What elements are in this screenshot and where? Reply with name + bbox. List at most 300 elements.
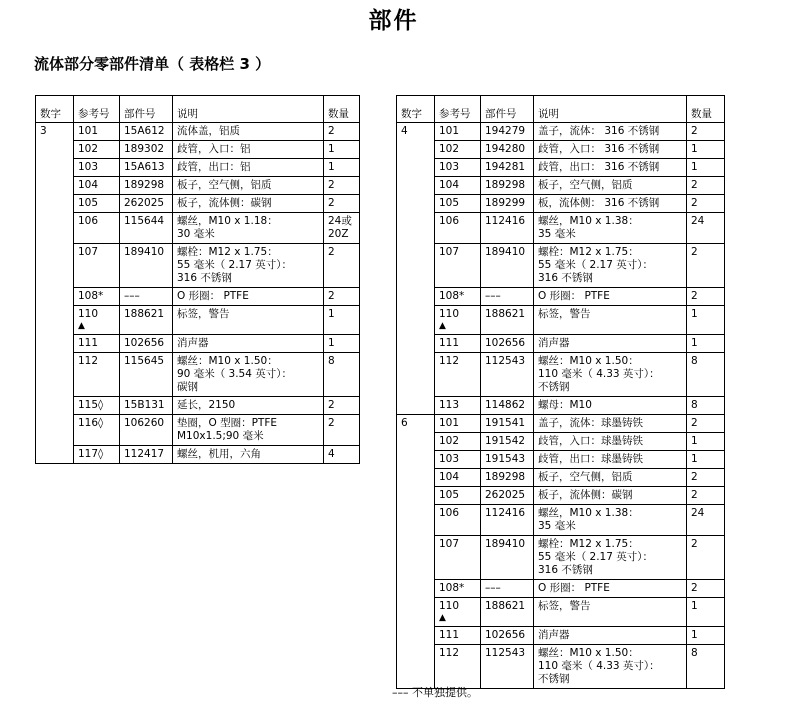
group-number-cell <box>36 335 74 353</box>
description-line: 110 毫米（ 4.33 英寸）： <box>538 660 660 672</box>
table-row <box>397 469 725 487</box>
description-line: 30 毫米 <box>177 228 215 240</box>
description-line: 碳钢 <box>177 381 198 393</box>
ref-number-cell <box>74 415 120 446</box>
part-number-cell: 189298 <box>120 177 173 195</box>
part-number-cell: 15A613 <box>120 159 173 177</box>
description-cell <box>534 451 687 469</box>
ref-number: 112 <box>439 355 460 367</box>
quantity-line: 8 <box>691 355 698 367</box>
ref-number: 107 <box>439 246 460 258</box>
description-line: 螺丝，M10 x 1.38： <box>538 215 639 227</box>
table-row <box>36 123 360 141</box>
description-line: 316 不锈钢 <box>538 564 593 576</box>
ref-number: 103 <box>439 453 460 465</box>
header-part: 部件号 <box>120 96 173 123</box>
description-line: 标签，警告 <box>538 600 591 612</box>
quantity-cell <box>687 177 725 195</box>
group-number-cell <box>36 141 74 159</box>
description-line: 延长，2150 <box>177 399 236 411</box>
group-number-cell <box>36 213 74 244</box>
ref-number: 102 <box>439 435 460 447</box>
description-line: 35 毫米 <box>538 520 576 532</box>
description-line: O 形圈： PTFE <box>538 582 610 594</box>
quantity-line: 1 <box>691 453 698 465</box>
ref-number-cell <box>435 123 481 141</box>
ref-number: 103 <box>78 161 99 173</box>
table-row <box>397 487 725 505</box>
description-line: 板子，流体侧：碳钢 <box>538 489 633 501</box>
description-line: 不锈钢 <box>538 381 570 393</box>
quantity-cell <box>687 123 725 141</box>
table-row <box>397 288 725 306</box>
quantity-cell <box>324 415 360 446</box>
quantity-cell <box>687 505 725 536</box>
table-row <box>36 244 360 288</box>
part-number-cell: 194279 <box>481 123 534 141</box>
description-cell <box>173 141 324 159</box>
group-number-cell <box>397 213 435 244</box>
table-row <box>397 645 725 689</box>
description-cell <box>534 580 687 598</box>
description-cell <box>534 487 687 505</box>
quantity-line: 2 <box>328 179 335 191</box>
table-row <box>397 244 725 288</box>
table-row <box>36 446 360 464</box>
parts-table-left <box>35 95 360 464</box>
description-line: 标签，警告 <box>177 308 230 320</box>
table-header-row <box>36 96 360 123</box>
ref-number-cell <box>74 335 120 353</box>
group-number-cell <box>36 195 74 213</box>
group-number-cell: 6 <box>397 415 435 433</box>
ref-number: 104 <box>439 471 460 483</box>
group-number-cell <box>36 159 74 177</box>
part-number-cell: 112543 <box>481 353 534 397</box>
group-number-cell <box>36 397 74 415</box>
ref-number: 108* <box>439 582 465 594</box>
description-cell <box>534 469 687 487</box>
header-part: 部件号 <box>481 96 534 123</box>
ref-number-cell <box>435 487 481 505</box>
table-row <box>36 288 360 306</box>
warning-triangle-icon: ▲ <box>439 321 446 331</box>
group-number-cell: 4 <box>397 123 435 141</box>
ref-number-cell <box>435 415 481 433</box>
part-number-cell: 194280 <box>481 141 534 159</box>
table-row <box>36 353 360 397</box>
group-number-cell <box>397 397 435 415</box>
ref-number: 111 <box>78 337 99 349</box>
description-cell <box>534 123 687 141</box>
ref-number: 117◊ <box>78 448 104 460</box>
quantity-cell <box>324 397 360 415</box>
part-number-cell: 188621 <box>481 306 534 335</box>
description-line: 消声器 <box>177 337 209 349</box>
description-cell <box>534 159 687 177</box>
quantity-line: 24 <box>691 507 705 519</box>
quantity-line: 2 <box>691 125 698 137</box>
quantity-cell <box>687 451 725 469</box>
description-line: 标签，警告 <box>538 308 591 320</box>
quantity-line: 1 <box>691 435 698 447</box>
table-row <box>397 159 725 177</box>
description-line: 螺栓：M12 x 1.75： <box>177 246 278 258</box>
part-number-cell: 189302 <box>120 141 173 159</box>
description-line: O 形圈： PTFE <box>177 290 249 302</box>
ref-number: 111 <box>439 629 460 641</box>
ref-number-cell <box>74 141 120 159</box>
ref-number-cell <box>74 159 120 177</box>
quantity-line: 24或 <box>328 215 352 227</box>
description-line: 90 毫米（ 3.54 英寸）： <box>177 368 293 380</box>
description-line: 垫圈，O 型圈：PTFE <box>177 417 278 429</box>
ref-number-cell <box>435 159 481 177</box>
part-number-cell: 112416 <box>481 213 534 244</box>
ref-number: 108* <box>78 290 104 302</box>
table-row <box>397 141 725 159</box>
quantity-cell <box>324 195 360 213</box>
ref-number-cell <box>74 353 120 397</box>
part-number-cell: 114862 <box>481 397 534 415</box>
description-cell <box>534 598 687 627</box>
ref-number: 101 <box>78 125 99 137</box>
description-line: 螺丝，机用，六角 <box>177 448 261 460</box>
ref-number: 101 <box>439 417 460 429</box>
part-number-cell: 189410 <box>481 244 534 288</box>
quantity-cell <box>687 213 725 244</box>
group-number-cell <box>397 306 435 335</box>
description-cell <box>173 335 324 353</box>
quantity-line: 1 <box>691 600 698 612</box>
table-row <box>397 505 725 536</box>
quantity-line: 2 <box>691 179 698 191</box>
group-number-cell <box>397 433 435 451</box>
table-row <box>397 335 725 353</box>
ref-number: 108* <box>439 290 465 302</box>
ref-number-cell <box>74 195 120 213</box>
description-cell <box>173 288 324 306</box>
description-line: 板子，空气侧，铝质 <box>538 471 633 483</box>
quantity-line: 2 <box>691 538 698 550</box>
part-number-cell: 194281 <box>481 159 534 177</box>
description-line: 螺丝：M10 x 1.50： <box>538 647 639 659</box>
description-line: M10x1.5;90 毫米 <box>177 430 264 442</box>
part-number-cell: 189410 <box>481 536 534 580</box>
part-number-cell: 102656 <box>481 335 534 353</box>
ref-number-cell <box>74 397 120 415</box>
group-number-cell <box>36 306 74 335</box>
ref-number: 101 <box>439 125 460 137</box>
ref-number: 110 <box>439 600 460 612</box>
header-qty: 数量 <box>324 96 360 123</box>
header-desc: 说明 <box>534 96 687 123</box>
quantity-line: 4 <box>328 448 335 460</box>
description-line: 不锈钢 <box>538 673 570 685</box>
group-number-cell <box>36 288 74 306</box>
description-cell <box>173 159 324 177</box>
table-row <box>397 123 725 141</box>
ref-number-cell <box>435 335 481 353</box>
part-number-cell: 112417 <box>120 446 173 464</box>
ref-number: 103 <box>439 161 460 173</box>
table-row <box>36 141 360 159</box>
group-number-cell <box>397 580 435 598</box>
ref-number-cell <box>435 505 481 536</box>
ref-number-cell <box>435 288 481 306</box>
quantity-cell <box>687 141 725 159</box>
ref-number: 115◊ <box>78 399 104 411</box>
table-row <box>36 397 360 415</box>
part-number-cell: 102656 <box>120 335 173 353</box>
quantity-line: 2 <box>691 417 698 429</box>
group-number-cell <box>397 159 435 177</box>
table-row <box>36 306 360 335</box>
group-number-cell <box>36 446 74 464</box>
part-number-cell: 189298 <box>481 177 534 195</box>
quantity-line: 1 <box>328 143 335 155</box>
ref-number-cell <box>435 397 481 415</box>
description-line: 板子，空气侧，铝质 <box>177 179 272 191</box>
quantity-cell <box>687 195 725 213</box>
description-line: 55 毫米（ 2.17 英寸）： <box>538 259 654 271</box>
description-cell <box>173 306 324 335</box>
ref-number: 106 <box>439 215 460 227</box>
quantity-line: 2 <box>691 197 698 209</box>
quantity-line: 2 <box>691 471 698 483</box>
quantity-line: 1 <box>691 161 698 173</box>
description-line: 盖子，流体： 316 不锈钢 <box>538 125 660 137</box>
table-row <box>397 397 725 415</box>
ref-number: 104 <box>439 179 460 191</box>
quantity-cell <box>687 536 725 580</box>
group-number-cell <box>36 353 74 397</box>
part-number-cell: 15B131 <box>120 397 173 415</box>
quantity-cell <box>324 213 360 244</box>
part-number-cell: ––– <box>120 288 173 306</box>
table-row <box>36 415 360 446</box>
ref-number: 110 <box>78 308 99 320</box>
ref-number-cell <box>74 123 120 141</box>
description-line: 35 毫米 <box>538 228 576 240</box>
quantity-cell <box>324 141 360 159</box>
header-desc: 说明 <box>173 96 324 123</box>
description-cell <box>534 195 687 213</box>
quantity-cell <box>687 353 725 397</box>
table-row <box>36 177 360 195</box>
quantity-line: 2 <box>328 246 335 258</box>
ref-number-cell <box>435 627 481 645</box>
quantity-line: 1 <box>691 143 698 155</box>
description-cell <box>173 244 324 288</box>
quantity-line: 8 <box>328 355 335 367</box>
description-cell <box>534 415 687 433</box>
ref-number: 102 <box>439 143 460 155</box>
description-line: 螺丝，M10 x 1.38： <box>538 507 639 519</box>
ref-number: 112 <box>78 355 99 367</box>
group-number-cell <box>397 536 435 580</box>
table-row <box>397 451 725 469</box>
ref-number-cell <box>74 244 120 288</box>
description-line: 板，流体侧： 316 不锈钢 <box>538 197 660 209</box>
group-number-cell <box>397 627 435 645</box>
description-cell <box>534 306 687 335</box>
table-row <box>397 306 725 335</box>
ref-number-cell <box>435 469 481 487</box>
ref-number: 106 <box>439 507 460 519</box>
table-row <box>36 213 360 244</box>
ref-number: 104 <box>78 179 99 191</box>
ref-number: 107 <box>78 246 99 258</box>
ref-number: 112 <box>439 647 460 659</box>
group-number-cell <box>397 645 435 689</box>
description-line: 55 毫米（ 2.17 英寸）： <box>538 551 654 563</box>
table-row <box>36 335 360 353</box>
part-number-cell: 189410 <box>120 244 173 288</box>
table-row <box>36 195 360 213</box>
description-line: 流体盖，铝质 <box>177 125 240 137</box>
table-row <box>397 353 725 397</box>
part-number-cell: 191543 <box>481 451 534 469</box>
quantity-cell <box>687 487 725 505</box>
ref-number-cell <box>435 451 481 469</box>
description-cell <box>534 213 687 244</box>
ref-number: 113 <box>439 399 460 411</box>
ref-number: 110 <box>439 308 460 320</box>
ref-number-cell <box>435 213 481 244</box>
ref-number-cell <box>74 213 120 244</box>
warning-triangle-icon: ▲ <box>78 321 85 331</box>
quantity-line: 1 <box>328 308 335 320</box>
ref-number-cell <box>435 536 481 580</box>
quantity-line: 2 <box>328 290 335 302</box>
description-line: 110 毫米（ 4.33 英寸）： <box>538 368 660 380</box>
quantity-line: 2 <box>328 399 335 411</box>
quantity-line: 1 <box>691 629 698 641</box>
ref-number-cell <box>435 306 481 335</box>
part-number-cell: 262025 <box>120 195 173 213</box>
description-cell <box>534 335 687 353</box>
group-number-cell <box>36 177 74 195</box>
quantity-line: 1 <box>328 337 335 349</box>
description-line: 歧管，出口： 316 不锈钢 <box>538 161 660 173</box>
quantity-line: 2 <box>691 582 698 594</box>
group-number-cell <box>397 451 435 469</box>
ref-number-cell <box>74 306 120 335</box>
table-row <box>397 213 725 244</box>
description-cell <box>534 645 687 689</box>
group-number-cell <box>36 244 74 288</box>
part-number-cell: 106260 <box>120 415 173 446</box>
part-number-cell: 102656 <box>481 627 534 645</box>
footnote: ––– 不单独提供。 <box>392 686 478 699</box>
quantity-cell <box>324 159 360 177</box>
description-line: 316 不锈钢 <box>538 272 593 284</box>
table-row <box>397 415 725 433</box>
group-number-cell <box>397 177 435 195</box>
description-cell <box>534 288 687 306</box>
description-line: 板子，流体侧：碳钢 <box>177 197 272 209</box>
group-number-cell <box>397 244 435 288</box>
description-line: 螺母：M10 <box>538 399 592 411</box>
quantity-line: 2 <box>328 417 335 429</box>
group-number-cell <box>397 335 435 353</box>
header-ref: 参考号 <box>435 96 481 123</box>
description-cell <box>534 353 687 397</box>
table-subtitle: 流体部分零部件清单（ 表格栏 3 ） <box>34 55 271 73</box>
ref-number: 116◊ <box>78 417 104 429</box>
header-qty: 数量 <box>687 96 725 123</box>
ref-number: 102 <box>78 143 99 155</box>
ref-number-cell <box>435 353 481 397</box>
description-cell <box>173 353 324 397</box>
table-row <box>397 580 725 598</box>
ref-number-cell <box>435 244 481 288</box>
description-cell <box>534 244 687 288</box>
description-cell <box>173 213 324 244</box>
quantity-cell <box>324 353 360 397</box>
ref-number-cell <box>435 645 481 689</box>
table-row <box>397 598 725 627</box>
description-line: 316 不锈钢 <box>177 272 232 284</box>
part-number-cell: 115645 <box>120 353 173 397</box>
ref-number: 106 <box>78 215 99 227</box>
description-line: 55 毫米（ 2.17 英寸）： <box>177 259 293 271</box>
description-line: 盖子，流体：球墨铸铁 <box>538 417 643 429</box>
group-number-cell <box>397 195 435 213</box>
quantity-cell <box>687 433 725 451</box>
part-number-cell: 188621 <box>120 306 173 335</box>
description-cell <box>534 505 687 536</box>
warning-triangle-icon: ▲ <box>439 613 446 623</box>
quantity-line: 24 <box>691 215 705 227</box>
quantity-line: 1 <box>328 161 335 173</box>
quantity-cell <box>687 627 725 645</box>
quantity-cell <box>687 288 725 306</box>
ref-number-cell <box>435 598 481 627</box>
ref-number: 105 <box>439 489 460 501</box>
description-cell <box>534 141 687 159</box>
table-row <box>36 159 360 177</box>
quantity-cell <box>324 306 360 335</box>
ref-number-cell <box>435 141 481 159</box>
description-line: 螺栓：M12 x 1.75： <box>538 538 639 550</box>
quantity-line: 8 <box>691 647 698 659</box>
quantity-cell <box>687 159 725 177</box>
description-cell <box>173 177 324 195</box>
group-number-cell <box>397 598 435 627</box>
table-row <box>397 536 725 580</box>
ref-number: 107 <box>439 538 460 550</box>
ref-number-cell <box>74 446 120 464</box>
part-number-cell: 262025 <box>481 487 534 505</box>
description-cell <box>534 397 687 415</box>
header-number: 数字 <box>36 96 74 123</box>
ref-number: 105 <box>439 197 460 209</box>
description-line: 歧管，出口：铝 <box>177 161 251 173</box>
group-number-cell <box>397 141 435 159</box>
description-cell <box>173 123 324 141</box>
description-line: 消声器 <box>538 629 570 641</box>
group-number-cell <box>397 469 435 487</box>
quantity-line: 8 <box>691 399 698 411</box>
group-number-cell <box>397 487 435 505</box>
ref-number-cell <box>435 195 481 213</box>
description-line: 螺栓：M12 x 1.75： <box>538 246 639 258</box>
part-number-cell: ––– <box>481 580 534 598</box>
table-header-row <box>397 96 725 123</box>
header-number: 数字 <box>397 96 435 123</box>
